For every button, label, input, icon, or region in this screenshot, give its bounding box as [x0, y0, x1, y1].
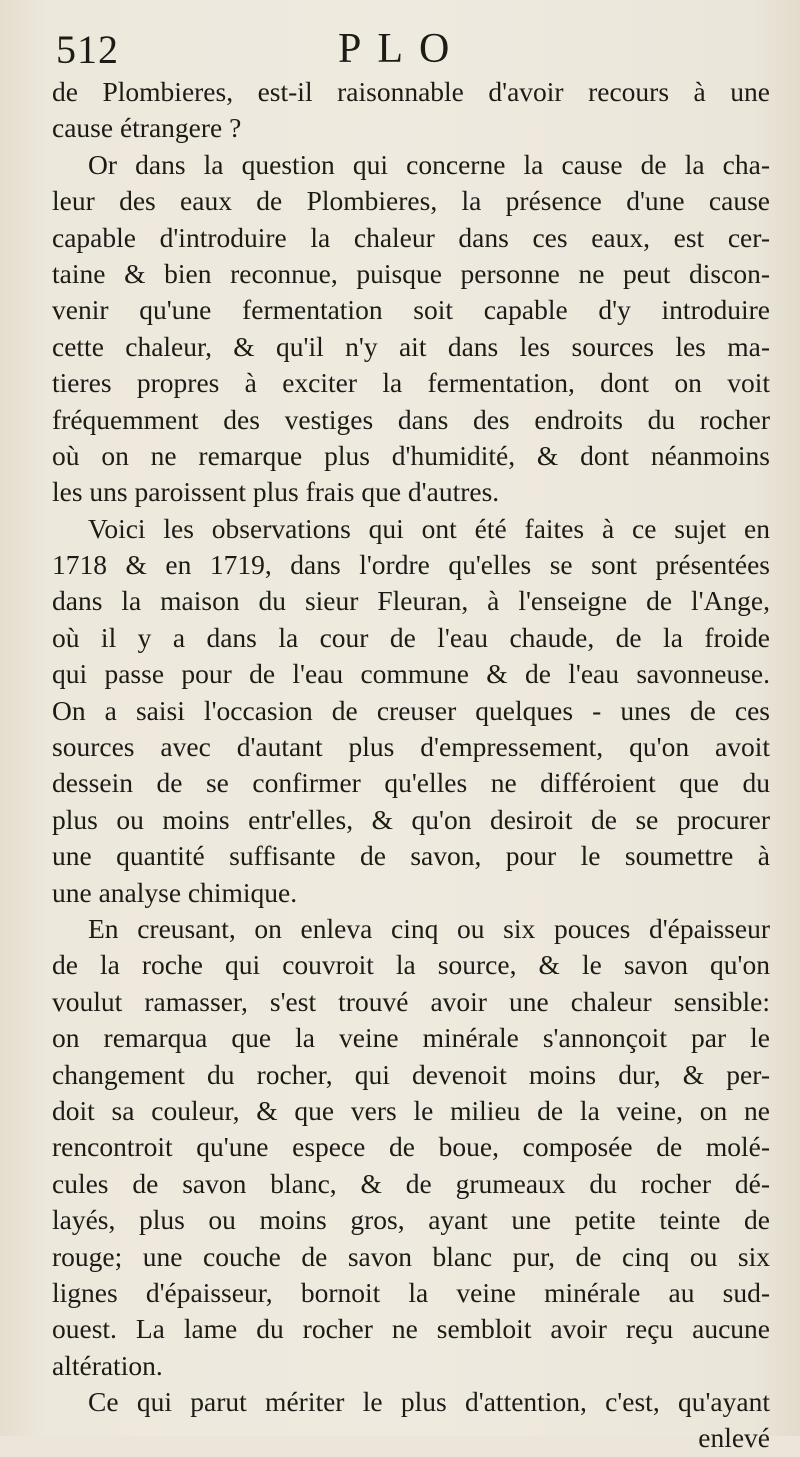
text-line: fréquemment des vestiges dans des endroits du rocher: [52, 403, 770, 435]
text-line: qui passe pour de l'eau commune & de l'eau savonneuse.: [52, 658, 770, 690]
text-line: doit sa couleur, & que vers le milieu de la veine, on ne: [52, 1094, 770, 1126]
text-line: Or dans la question qui concerne la cause de la cha-: [88, 148, 770, 180]
paragraph: [52, 147, 770, 511]
text-line: layés, plus ou moins gros, ayant une petite teinte de: [52, 1204, 770, 1236]
text-line: une quantité suffisante de savon, pour le soumettre à: [52, 840, 770, 872]
paragraph: [52, 74, 770, 147]
text-line: où on ne remarque plus d'humidité, & dont néanmoins: [52, 439, 770, 471]
paragraph: [52, 511, 770, 911]
page-number: 512: [56, 27, 119, 72]
text-line: dans la maison du sieur Fleuran, à l'enseigne de l'Ange,: [52, 585, 770, 617]
text-line: On a saisi l'occasion de creuser quelques - unes de ces: [52, 694, 770, 726]
text-line: de Plombieres, est-il raisonnable d'avoir recours à une: [52, 76, 770, 107]
text-line: venir qu'une fermentation soit capable d'y introduire: [52, 294, 770, 326]
text-line: En creusant, on enleva cinq ou six pouces d'épaisseur: [88, 912, 770, 944]
text-line: cette chaleur, & qu'il n'y ait dans les sources les ma-: [52, 330, 770, 362]
paragraph: [52, 1384, 770, 1420]
text-line: cause étrangere ?: [52, 112, 242, 144]
text-line: capable d'introduire la chaleur dans ces eaux, est cer-: [52, 221, 770, 253]
text-line: sources avec d'autant plus d'empressement, qu'on avoit: [52, 731, 770, 763]
text-line: une analyse chimique.: [52, 876, 298, 908]
running-head: PLO: [338, 26, 466, 72]
text-line: lignes d'épaisseur, bornoit la veine minérale au sud-: [52, 1276, 770, 1308]
paragraph: [52, 911, 770, 1384]
text-line: on remarqua que la veine minérale s'annonçoit par le: [52, 1022, 770, 1054]
text-line: rouge; une couche de savon blanc pur, de cinq ou six: [52, 1240, 770, 1272]
text-line: cules de savon blanc, & de grumeaux du rocher dé-: [52, 1167, 770, 1199]
text-line: plus ou moins entr'elles, & qu'on desiroit de se procurer: [52, 803, 770, 835]
text-line: altération.: [52, 1349, 163, 1381]
text-line: Voici les observations qui ont été faites à ce sujet en: [88, 512, 770, 544]
text-line: leur des eaux de Plombieres, la présence d'une cause: [52, 185, 770, 217]
text-line: changement du rocher, qui devenoit moins dur, & per-: [52, 1058, 770, 1090]
text-line: rencontroit qu'une espece de boue, composée de molé-: [52, 1131, 770, 1163]
text-line: les uns paroissent plus frais que d'autres.: [52, 476, 500, 508]
text-line: ouest. La lame du rocher ne sembloit avoir reçu aucune: [52, 1313, 770, 1345]
catchword: enlevé: [698, 1422, 770, 1454]
text-line: de la roche qui couvroit la source, & le savon qu'on: [52, 949, 770, 981]
text-line: dessein de se confirmer qu'elles ne différoient que du: [52, 767, 770, 799]
body-text: [52, 74, 770, 1457]
text-line: tieres propres à exciter la fermentation, dont on voit: [52, 367, 770, 399]
text-line: voulut ramasser, s'est trouvé avoir une chaleur sensible:: [52, 985, 770, 1017]
text-line: taine & bien reconnue, puisque personne ne peut discon-: [52, 257, 770, 289]
text-line: 1718 & en 1719, dans l'ordre qu'elles se sont présentées: [52, 549, 770, 581]
text-line: où il y a dans la cour de l'eau chaude, de la froide: [52, 621, 770, 653]
text-line: Ce qui parut mériter le plus d'attention, c'est, qu'ayant: [88, 1386, 770, 1418]
